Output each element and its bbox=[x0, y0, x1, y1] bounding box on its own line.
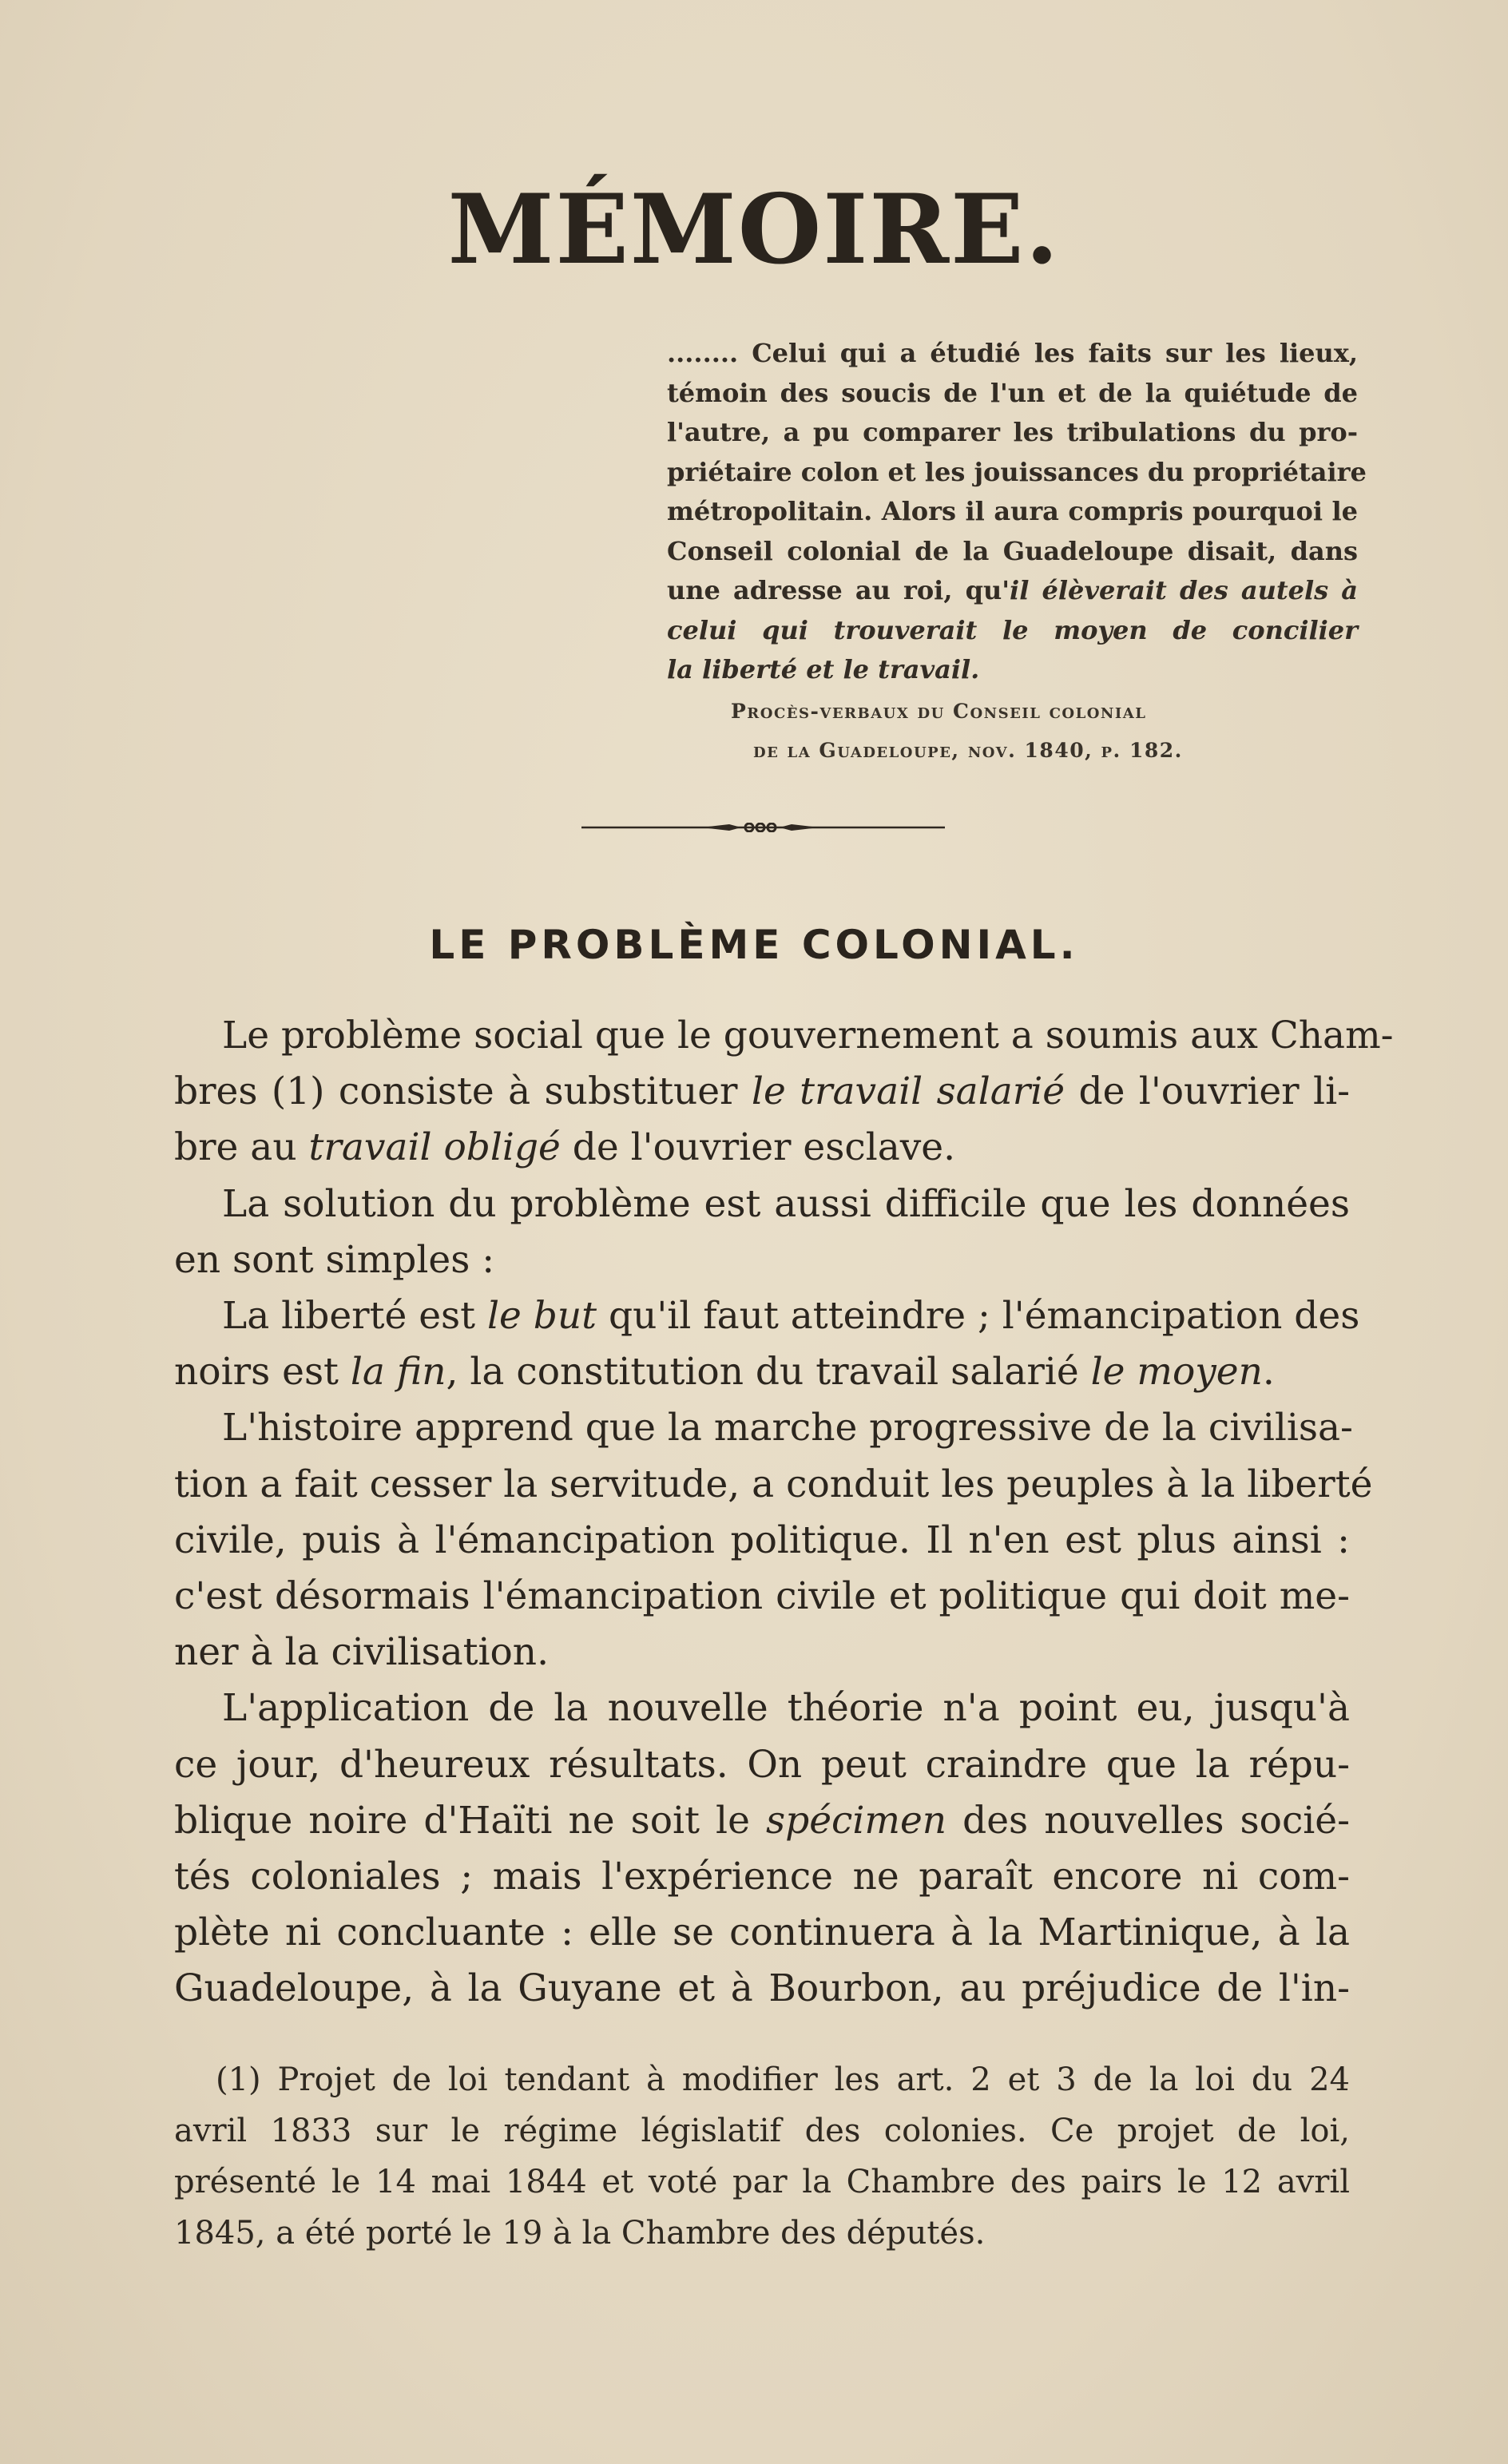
text-line bbox=[174, 1120, 1350, 1176]
footnote-line: présenté le 14 mai 1844 et voté par la Chambre des pairs le 12 avril bbox=[174, 2164, 1350, 2200]
italic-run: le travail salarié bbox=[751, 1069, 1066, 1114]
text-run: , la constitution du travail salarié bbox=[446, 1350, 1091, 1395]
text-line: c'est désormais l'émancipation civile et politique qui doit me- bbox=[174, 1574, 1350, 1619]
text-line: tés coloniales ; mais l'expérience ne paraît encore ni com- bbox=[174, 1855, 1350, 1899]
text-line: Guadeloupe, à la Guyane et à Bourbon, au préjudice de l'in- bbox=[174, 1966, 1350, 2011]
text-line: Le problème social que le gouvernement a soumis aux Cham- bbox=[222, 1014, 1394, 1057]
epigraph-line: ........ Celui qui a étudié les faits sur les lieux, bbox=[667, 338, 1358, 368]
text-line bbox=[174, 1288, 1360, 1344]
text-run: de l'ouvrier esclave. bbox=[560, 1125, 956, 1170]
epigraph bbox=[667, 334, 1367, 690]
text-line: ner à la civilisation. bbox=[174, 1630, 550, 1675]
footnote-line: (1) Projet de loi tendant à modifier les art. 2 et 3 de la loi du 24 bbox=[216, 2061, 1350, 2098]
text-run: . bbox=[1262, 1350, 1275, 1395]
ornament-divider bbox=[581, 823, 945, 832]
epigraph-line: métropolitain. Alors il aura compris pourquoi le bbox=[667, 496, 1358, 526]
footnote bbox=[174, 2054, 1350, 2259]
italic-run: le moyen bbox=[1090, 1350, 1263, 1395]
epigraph-quote: celui qui trouverait le moyen de concilier bbox=[667, 614, 1358, 645]
epigraph-line: l'autre, a pu comparer les tribulations du pro- bbox=[667, 417, 1358, 447]
text-line bbox=[174, 1064, 1350, 1120]
epigraph-text: une adresse au roi, qu' bbox=[667, 575, 1010, 605]
text-run: blique noire d'Haïti ne soit le bbox=[174, 1798, 766, 1843]
italic-run: travail obligé bbox=[308, 1125, 561, 1170]
text-line: tion a fait cesser la servitude, a conduit les peuples à la liberté bbox=[174, 1462, 1373, 1506]
page-title: MÉMOIRE. bbox=[447, 173, 1061, 286]
section-heading: LE PROBLÈME COLONIAL. bbox=[429, 922, 1079, 968]
text-line: La solution du problème est aussi difficile que les données bbox=[222, 1181, 1350, 1226]
text-run: La liberté est bbox=[222, 1294, 488, 1339]
footnote-line: avril 1833 sur le régime législatif des colonies. Ce projet de loi, bbox=[174, 2113, 1350, 2149]
text-line bbox=[174, 1793, 1350, 1849]
text-line bbox=[174, 1344, 1350, 1400]
epigraph-quote: il élèverait des autels à bbox=[1010, 575, 1359, 605]
epigraph-line: Conseil colonial de la Guadeloupe disait, dans bbox=[667, 535, 1358, 566]
epigraph-line: priétaire colon et les jouissances du propriétaire bbox=[667, 456, 1367, 487]
text-run: noirs est bbox=[174, 1350, 351, 1395]
text-run: de l'ouvrier li- bbox=[1065, 1069, 1350, 1114]
epigraph-line bbox=[667, 571, 1358, 611]
epigraph-line: témoin des soucis de l'un et de la quiétude de bbox=[667, 377, 1358, 408]
text-line: en sont simples : bbox=[174, 1237, 495, 1282]
text-run: des nouvelles socié- bbox=[946, 1798, 1350, 1843]
epigraph-line bbox=[667, 650, 1358, 690]
italic-run: spécimen bbox=[766, 1798, 947, 1843]
text-run: bres (1) consiste à substituer bbox=[174, 1069, 752, 1114]
footnote-line: 1845, a été porté le 19 à la Chambre des députés. bbox=[174, 2215, 986, 2252]
italic-run: la fin bbox=[350, 1350, 446, 1395]
text-line: L'application de la nouvelle théorie n'a point eu, jusqu'à bbox=[222, 1686, 1350, 1731]
text-line: L'histoire apprend que la marche progressive de la civilisa- bbox=[222, 1406, 1353, 1450]
epigraph-source bbox=[731, 692, 1362, 770]
text-line: civile, puis à l'émancipation politique. Il n'en est plus ainsi : bbox=[174, 1518, 1350, 1562]
epigraph-line bbox=[667, 611, 1358, 651]
italic-run: le but bbox=[487, 1294, 597, 1339]
main-text bbox=[174, 1008, 1394, 2018]
epigraph-quote: la liberté et le travail. bbox=[667, 654, 980, 684]
text-run: bre au bbox=[174, 1125, 309, 1170]
text-line: ce jour, d'heureux résultats. On peut craindre que la répu- bbox=[174, 1742, 1350, 1787]
source-line: Procès-verbaux du Conseil colonial bbox=[731, 700, 1147, 723]
text-run: qu'il faut atteindre ; l'émancipation des bbox=[597, 1294, 1360, 1339]
text-line: plète ni concluante : elle se continuera à la Martinique, à la bbox=[174, 1910, 1350, 1955]
source-line: de la Guadeloupe, nov. 1840, p. 182. bbox=[753, 739, 1183, 762]
